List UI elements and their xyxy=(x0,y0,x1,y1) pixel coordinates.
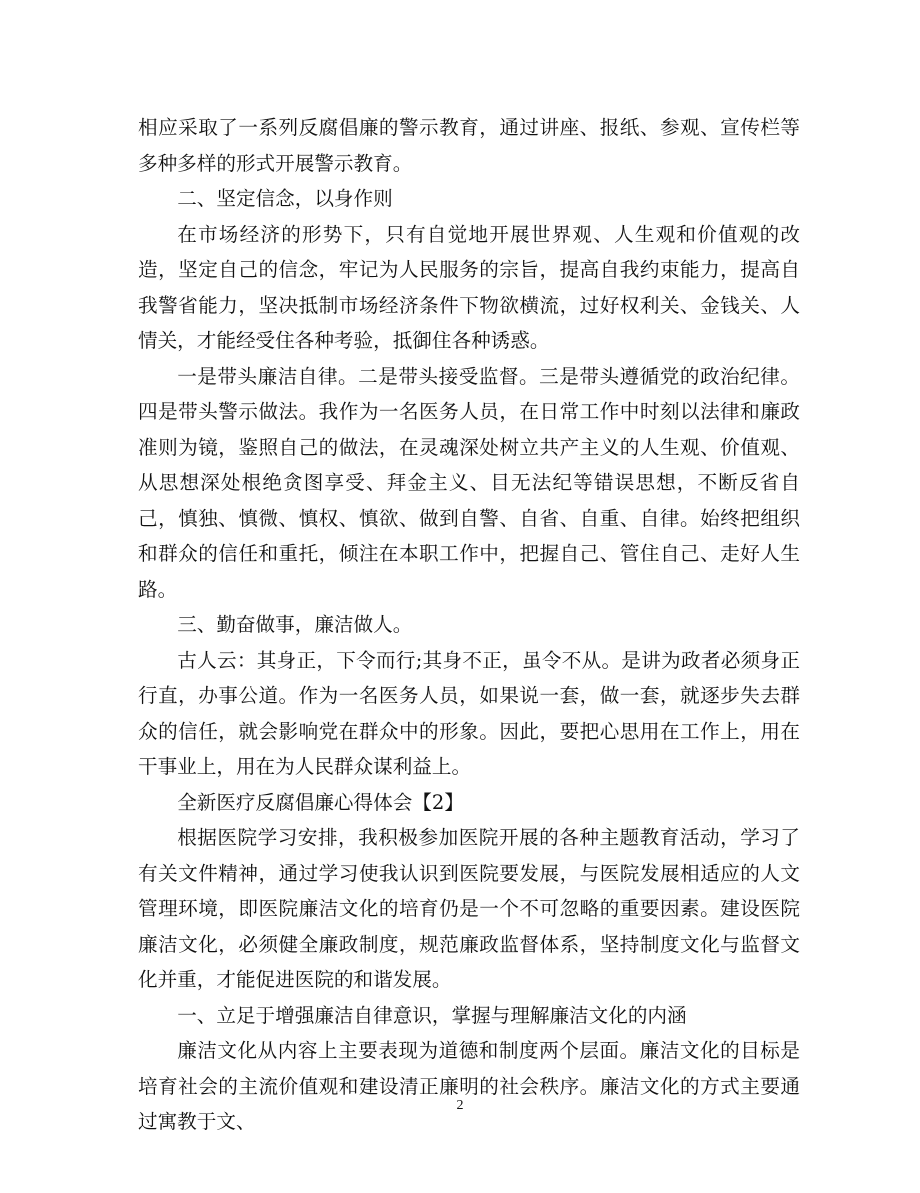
document-body xyxy=(138,110,800,1140)
paragraph-continuation: 相应采取了一系列反腐倡廉的警示教育，通过讲座、报纸、参观、宣传栏等多种多样的形式开展警示教育。 xyxy=(138,116,800,175)
section-heading-2: 二、坚定信念，以身作则 xyxy=(177,187,393,210)
paragraph: 古人云：其身正，下令而行;其身不正，虽令不从。是讲为政者必须身正行直，办事公道。作为一名医务人员，如果说一套，做一套，就逐步失去群众的信任，就会影响党在群众中的形象。因此，要把心思用在工作上，用在干事业上，用在为人民群众谋利益上。 xyxy=(138,648,800,778)
paragraph: 廉洁文化从内容上主要表现为道德和制度两个层面。廉洁文化的目标是培育社会的主流价值观和建设清正廉明的社会秩序。廉洁文化的方式主要通过寓教于文、 xyxy=(138,1039,800,1133)
paragraph: 根据医院学习安排，我积极参加医院开展的各种主题教育活动，学习了有关文件精神，通过学习使我认识到医院要发展，与医院发展相适应的人文管理环境，即医院廉洁文化的培育仍是一个不可忽略的重要因素。建设医院廉洁文化，必须健全廉政制度，规范廉政监督体系，坚持制度文化与监督文化并重，才能促进医院的和谐发展。 xyxy=(138,826,800,991)
paragraph: 一是带头廉洁自律。二是带头接受监督。三是带头遵循党的政治纪律。四是带头警示做法。我作为一名医务人员，在日常工作中时刻以法律和廉政准则为镜，鉴照自己的做法，在灵魂深处树立共产主义的人生观、价值观、从思想深处根绝贪图享受、拜金主义、目无法纪等错误思想，不断反省自己，慎独、慎微、慎权、慎欲、做到自警、自省、自重、自律。始终把组织和群众的信任和重托，倾注在本职工作中，把握自己、管住自己、走好人生路。 xyxy=(138,364,800,601)
section-heading-1: 一、立足于增强廉洁自律意识，掌握与理解廉洁文化的内涵 xyxy=(177,1003,687,1027)
article-title: 全新医疗反腐倡廉心得体会【2】 xyxy=(177,790,464,814)
paragraph: 在市场经济的形势下，只有自觉地开展世界观、人生观和价值观的改造，坚定自己的信念，牢记为人民服务的宗旨，提高自我约束能力，提高自我警省能力，坚决抵制市场经济条件下物欲横流，过好权利关、金钱关、人情关，才能经受住各种考验，抵御住各种诱惑。 xyxy=(138,222,800,352)
page-number: 2 xyxy=(456,1098,464,1113)
section-heading-3: 三、勤奋做事，廉洁做人。 xyxy=(177,613,413,636)
